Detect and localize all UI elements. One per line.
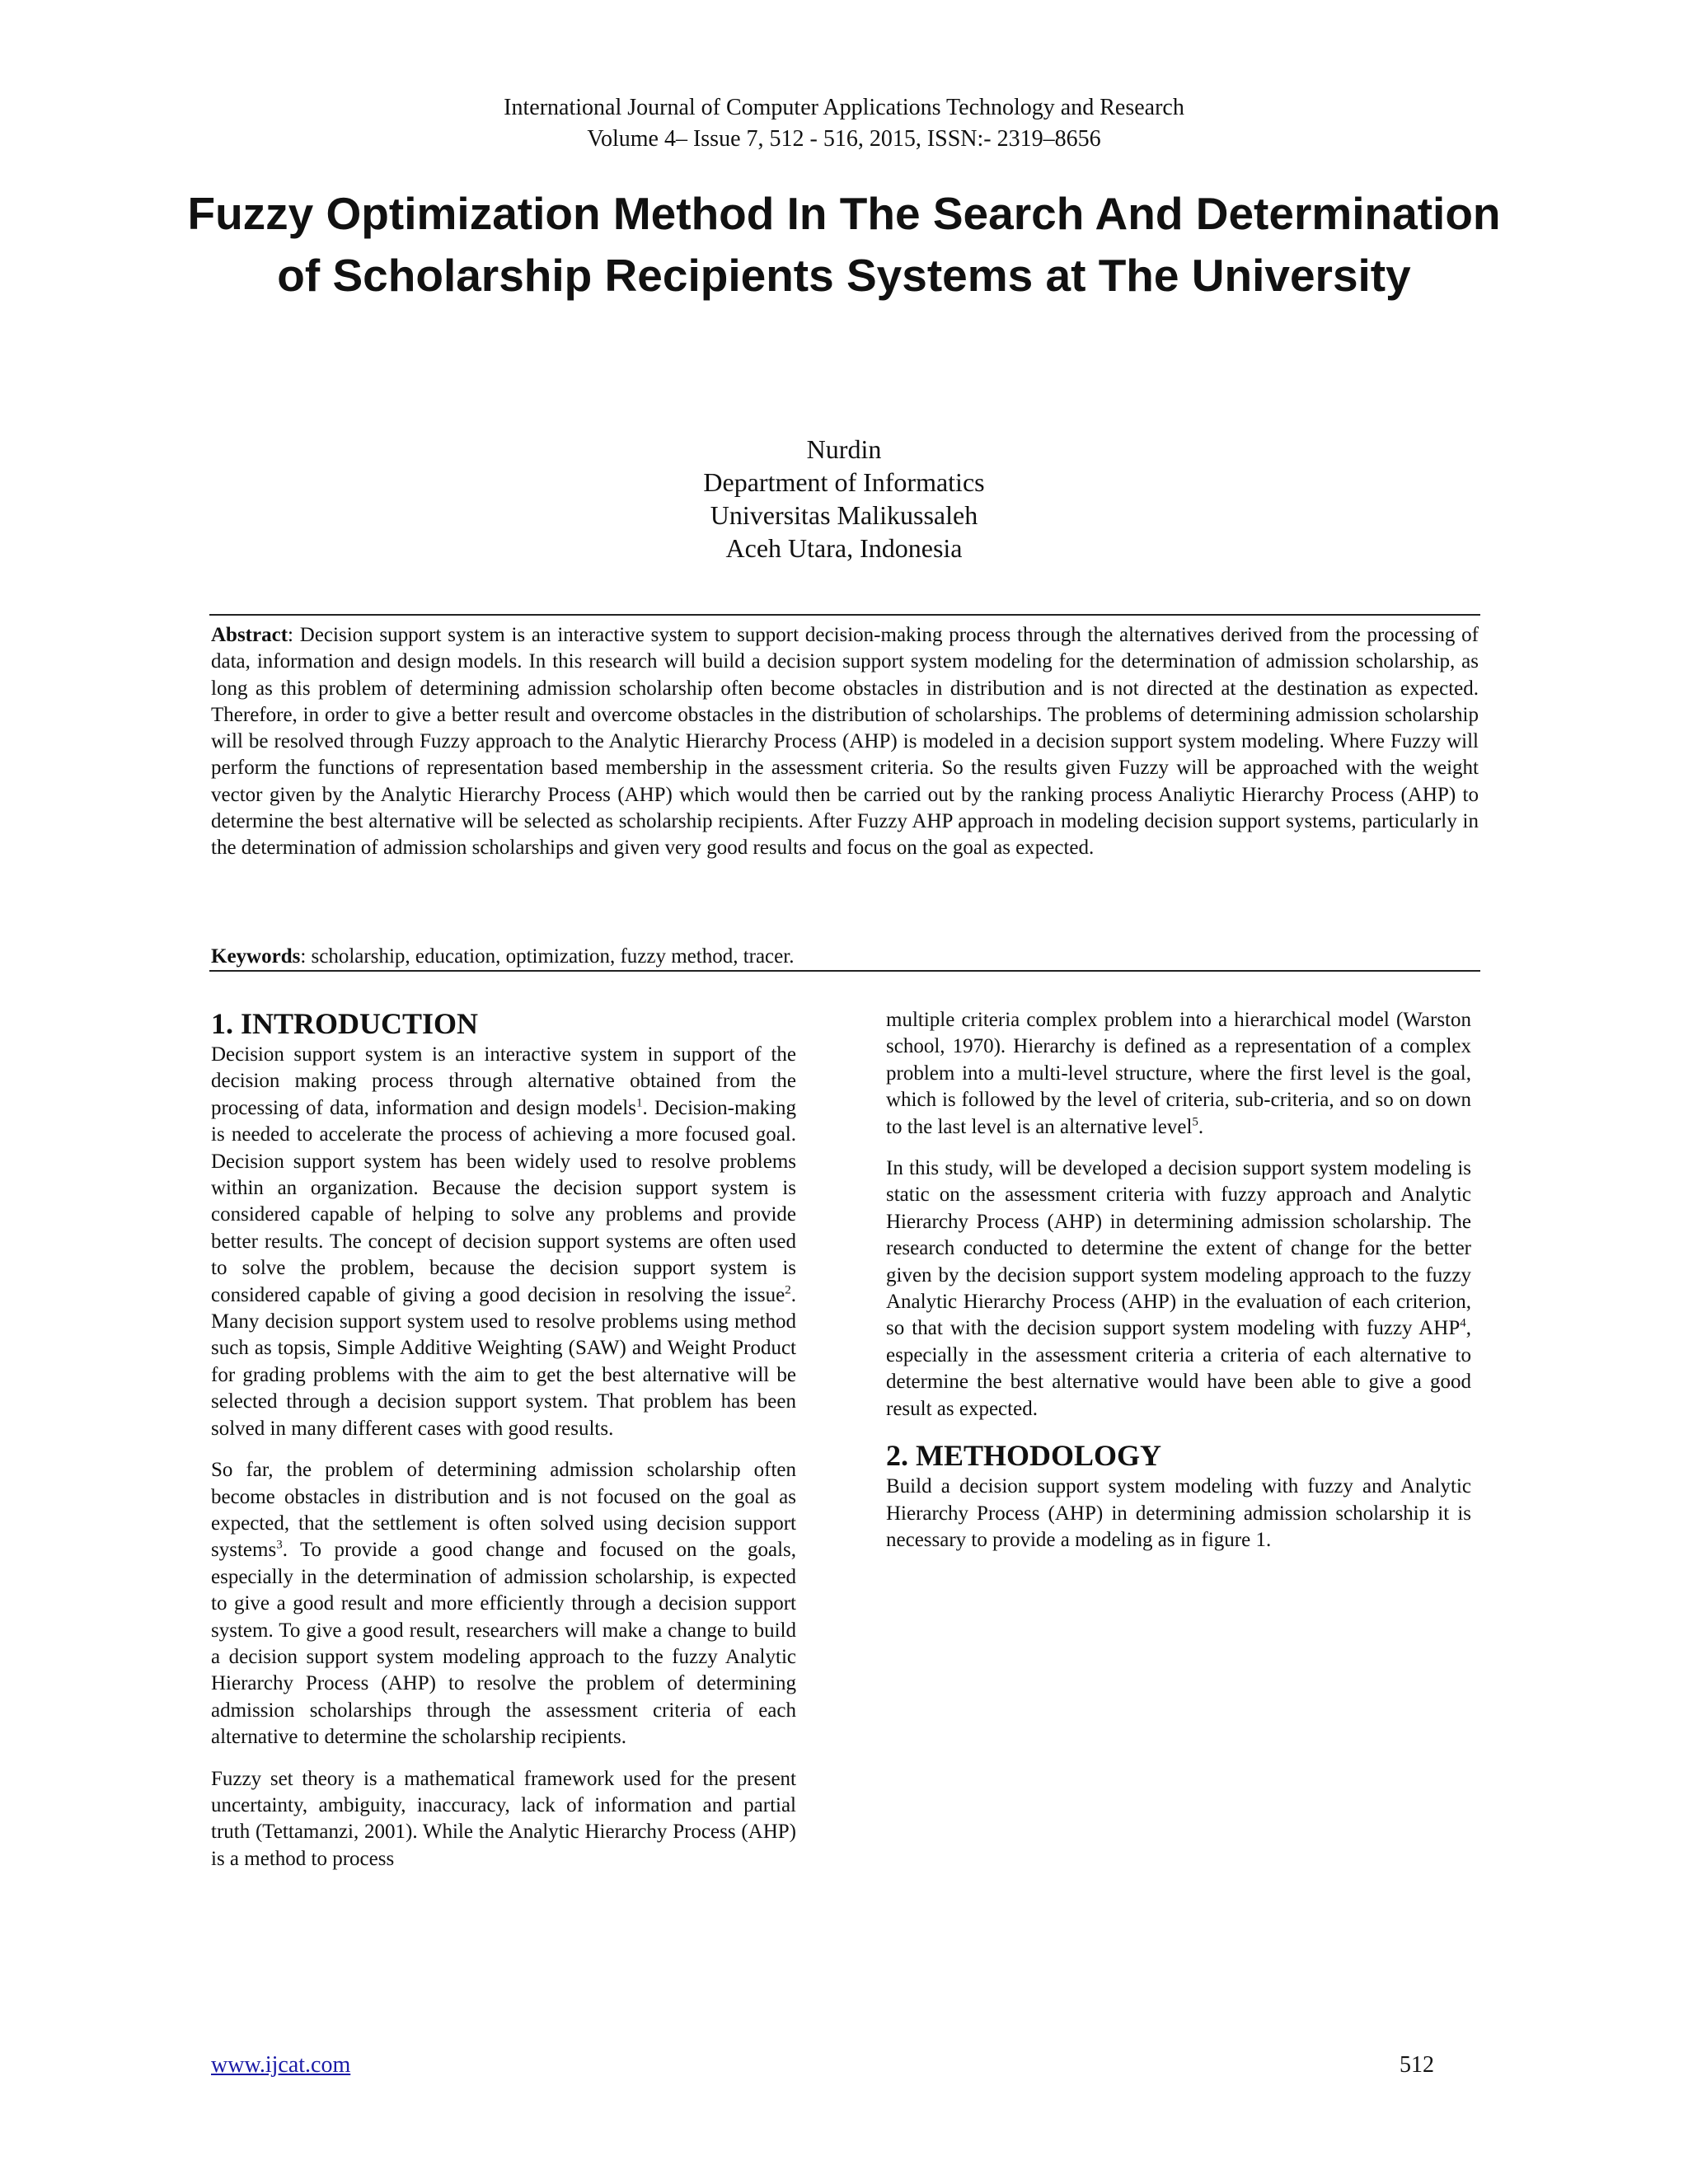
methodology-paragraph-1: Build a decision support system modeling with fuzzy and Analytic Hierarchy Process (AHP) in determining admission scholarship it is necessary to provide a modeling as in figure 1.: [886, 1475, 1471, 1551]
intro-paragraph-1: [211, 1042, 796, 1442]
section-heading-introduction: 1. INTRODUCTION: [211, 1007, 479, 1040]
intro-paragraph-2: [211, 1457, 796, 1750]
intro-paragraph-5: [886, 1155, 1471, 1422]
keywords: [211, 944, 1479, 970]
section-heading-methodology: 2. METHODOLOGY: [886, 1439, 1162, 1473]
intro-p2-text-a: So far, the problem of determining admission scholarship often become obstacles in distribution and is not focused on the goal as expected, that the settlement is often solved using decision support systems: [211, 1459, 796, 1562]
abstract-text: : Decision support system is an interactive system to support decision-making process through the alternatives derived from the processing of data, information and design models. In this research will build a decision support system modeling for the determination of admission scholarship, as long as this problem of determining admission scholarship often become obstacles in distribution and is not directed at the destination as expected. Therefore, in order to give a better result and overcome obstacles in the distribution of scholarships. The problems of determining admission scholarship will be resolved through Fuzzy approach to the Analytic Hierarchy Process (AHP) is modeled in a decision support system modeling. Where Fuzzy will perform the functions of representation based membership in the assessment criteria. So the results given Fuzzy will be approached with the weight vector given by the Analytic Hierarchy Process (AHP) which would then be carried out by the ranking process Analiytic Hierarchy Process (AHP) to determine the best alternative will be selected as scholarship recipients. After Fuzzy AHP approach in modeling decision support systems, particularly in the determination of admission scholarships and given very good results and focus on the goal as expected.: [211, 624, 1479, 860]
author-location: Aceh Utara, Indonesia: [725, 533, 963, 563]
author-university: Universitas Malikussaleh: [710, 500, 978, 530]
journal-header: [0, 92, 1688, 155]
citation-superscript: 1: [635, 1096, 643, 1110]
page-number: 512: [1400, 2052, 1434, 2078]
intro-p4-text-b: .: [1198, 1115, 1204, 1138]
intro-p1-text-b: . Decision-making is needed to accelerate the process of achieving a more focused goal. Decision support system has been widely used to resolve problems within an organization. Because the decision support system is considered capable of helping to solve any problems and provide better results. The concept of decision support systems are often used to solve the problem, because the decision support system is considered capable of giving a good decision in resolving the issue: [211, 1096, 796, 1306]
citation-superscript: 2: [785, 1283, 791, 1297]
author-department: Department of Informatics: [703, 467, 985, 497]
intro-p1-text-a: Decision support system is an interactive system in support of the decision making process through alternative obtained from the processing of data, information and design models: [211, 1043, 796, 1119]
keywords-bottom-rule: [209, 970, 1480, 972]
intro-paragraph-3: Fuzzy set theory is a mathematical framework used for the present uncertainty, ambiguity, inaccuracy, lack of information and partial truth (Tettamanzi, 2001). While the Analytic Hierarchy Process (AHP) is a method to process: [211, 1767, 796, 1870]
keywords-text: : scholarship, education, optimization, fuzzy method, tracer.: [300, 945, 795, 968]
author-name: Nurdin: [806, 434, 882, 464]
paper-title: Fuzzy Optimization Method In The Search And Determination of Scholarship Recipients Systems at The University: [187, 188, 1501, 301]
citation-superscript: 4: [1460, 1317, 1466, 1331]
author-block: [0, 433, 1688, 565]
intro-p5-text-b: , especially in the assessment criteria a criteria of each alternative to determine the best alternative would have been able to give a good result as expected.: [886, 1317, 1471, 1420]
keywords-label: Keywords: [211, 945, 301, 968]
journal-volume-issue: Volume 4– Issue 7, 512 - 516, 2015, ISSN:- 2319–8656: [587, 126, 1101, 152]
intro-p2-text-b: . To provide a good change and focused on the goals, especially in the determination of admission scholarship, is expected to give a good result and more efficiently through a decision support system. To give a good result, researchers will make a change to build a decision support system modeling approach to the fuzzy Analytic Hierarchy Process (AHP) to resolve the problem of determining admission scholarships through the assessment criteria of each alternative to determine the scholarship recipients.: [211, 1539, 796, 1749]
right-column: [886, 1007, 1471, 1554]
left-column: [211, 1005, 796, 1872]
intro-p5-text-a: In this study, will be developed a decision support system modeling is static on the assessment criteria with fuzzy approach and Analytic Hierarchy Process (AHP) in determining admission scholarship. The research conducted to determine the extent of change for the better given by the decision support system modeling approach to the fuzzy Analytic Hierarchy Process (AHP) in the evaluation of each criterion, so that with the decision support system modeling with fuzzy AHP: [886, 1157, 1471, 1340]
abstract: [211, 622, 1479, 862]
intro-paragraph-4: [886, 1007, 1471, 1141]
journal-website-link[interactable]: www.ijcat.com: [211, 2052, 351, 2078]
intro-p4-text-a: multiple criteria complex problem into a hierarchical model (Warston school, 1970). Hierarchy is defined as a representation of a complex problem into a multi-level structure, where the first level is the goal, which is followed by the level of criteria, sub-criteria, and so on down to the last level is an alternative level: [886, 1009, 1471, 1138]
intro-p1-text-c: . Many decision support system used to resolve problems using method such as topsis, Simple Additive Weighting (SAW) and Weight Product for grading problems with the aim to get the best alternative will be selected through a decision support system. That problem has been solved in many different cases with good results.: [211, 1283, 796, 1440]
abstract-top-rule: [209, 614, 1480, 616]
journal-name: International Journal of Computer Applications Technology and Research: [504, 95, 1184, 120]
citation-superscript: 5: [1192, 1115, 1198, 1129]
citation-superscript: 3: [276, 1538, 283, 1552]
abstract-label: Abstract: [211, 624, 288, 646]
